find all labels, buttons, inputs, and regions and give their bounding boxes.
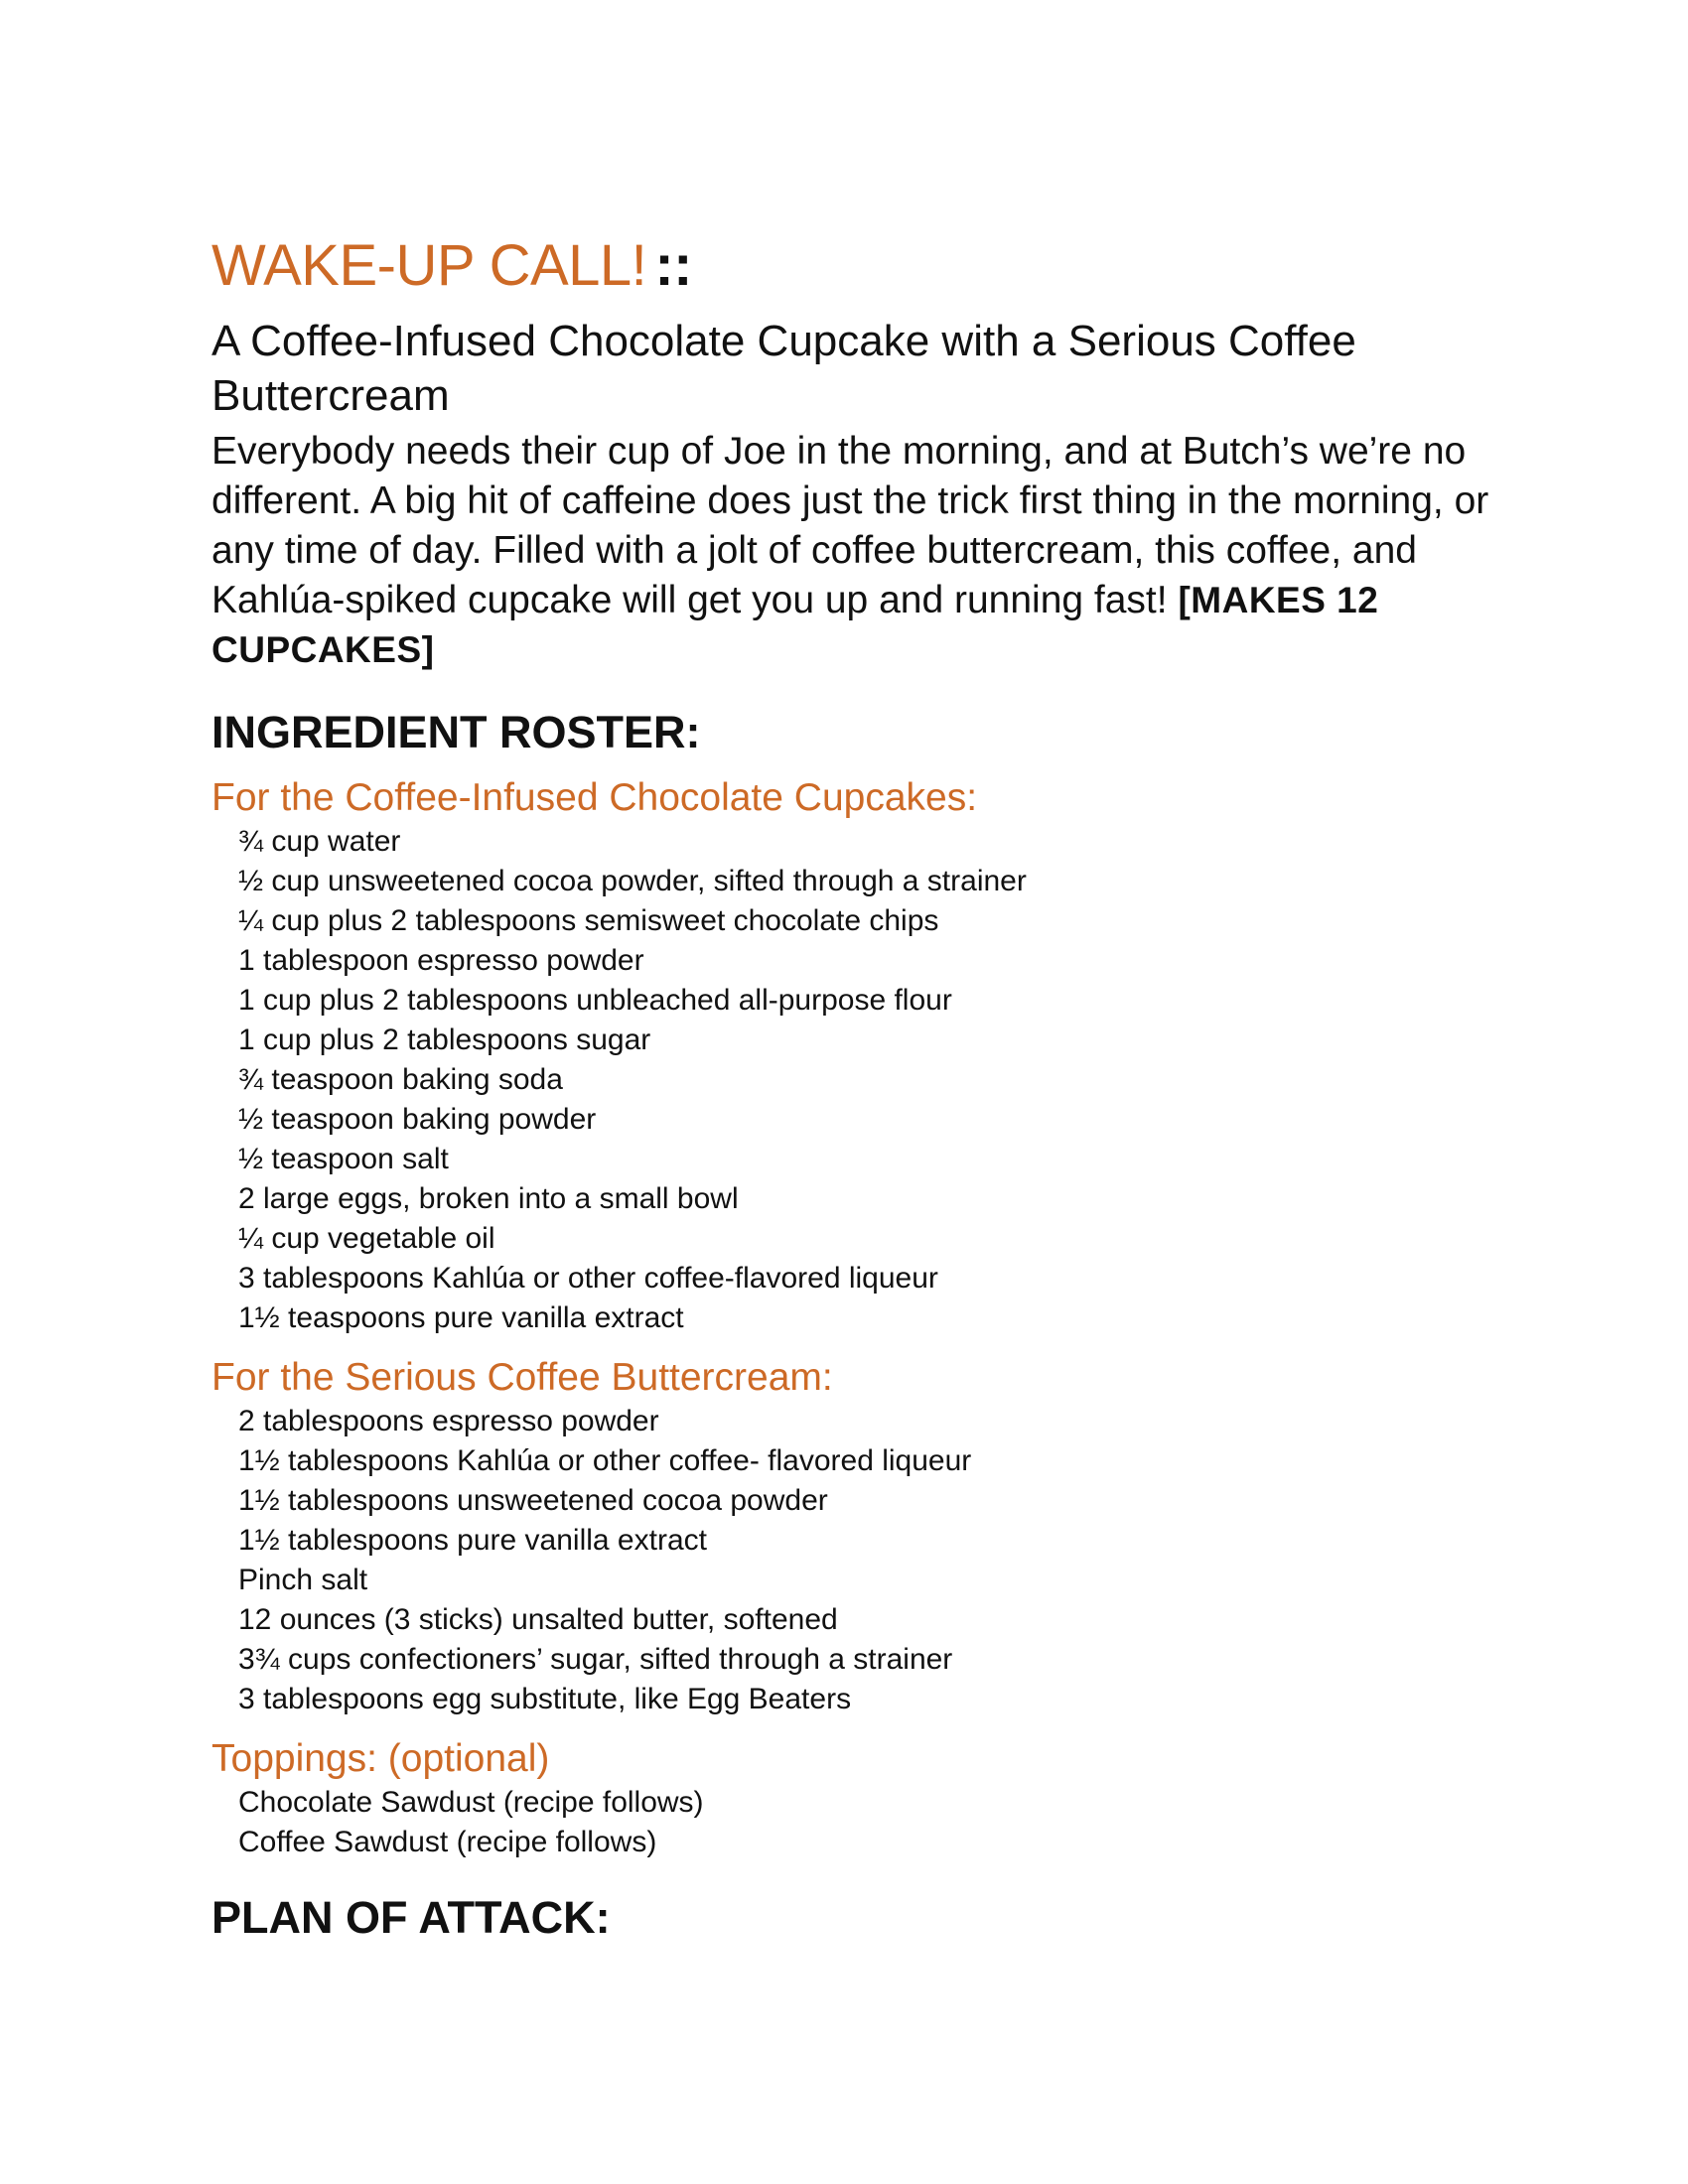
ingredient-item: 12 ounces (3 sticks) unsalted butter, softened — [238, 1603, 838, 1636]
ingredient-item: 3 tablespoons Kahlúa or other coffee-flavored liqueur — [238, 1262, 938, 1295]
ingredient-roster-heading: INGREDIENT ROSTER: — [211, 707, 701, 757]
ingredient-item: ¼ cup plus 2 tablespoons semisweet chocolate chips — [238, 904, 939, 937]
intro-paragraph — [211, 427, 1492, 675]
ingredient-item: ¾ cup water — [238, 825, 401, 858]
ingredient-item: 2 large eggs, broken into a small bowl — [238, 1182, 739, 1215]
ingredient-item: Pinch salt — [238, 1564, 368, 1596]
cupcakes-heading: For the Coffee-Infused Chocolate Cupcakes: — [211, 776, 978, 819]
buttercream-ingredient-list — [211, 1402, 1492, 1719]
ingredient-item: ¾ teaspoon baking soda — [238, 1063, 563, 1096]
cupcakes-ingredient-list — [211, 822, 1492, 1338]
ingredient-item: 1 cup plus 2 tablespoons unbleached all-purpose flour — [238, 984, 952, 1017]
ingredient-item: 3¾ cups confectioners’ sugar, sifted through a strainer — [238, 1643, 953, 1676]
ingredient-item: 1 cup plus 2 tablespoons sugar — [238, 1024, 651, 1056]
toppings-list — [211, 1783, 1492, 1862]
buttercream-heading: For the Serious Coffee Buttercream: — [211, 1356, 833, 1399]
recipe-subtitle: A Coffee-Infused Chocolate Cupcake with a Serious Coffee Buttercream — [211, 317, 1356, 420]
topping-item: Coffee Sawdust (recipe follows) — [238, 1826, 657, 1858]
ingredient-item: 1 tablespoon espresso powder — [238, 944, 644, 977]
recipe-page — [211, 230, 1492, 1946]
plan-of-attack-heading: PLAN OF ATTACK: — [211, 1892, 611, 1943]
recipe-title-text: WAKE-UP CALL! — [211, 233, 647, 298]
ingredient-item: 1½ teaspoons pure vanilla extract — [238, 1301, 684, 1334]
ingredient-item: 3 tablespoons egg substitute, like Egg Beaters — [238, 1683, 852, 1715]
ingredient-item: 1½ tablespoons unsweetened cocoa powder — [238, 1484, 828, 1517]
ingredient-item: ¼ cup vegetable oil — [238, 1222, 495, 1255]
ingredient-item: 1½ tablespoons Kahlúa or other coffee- flavored liqueur — [238, 1444, 972, 1477]
ingredient-item: 2 tablespoons espresso powder — [238, 1405, 659, 1437]
title-mark: :: — [654, 233, 692, 298]
ingredient-item: 1½ tablespoons pure vanilla extract — [238, 1524, 707, 1557]
ingredient-item: ½ teaspoon salt — [238, 1143, 449, 1175]
topping-item: Chocolate Sawdust (recipe follows) — [238, 1786, 704, 1819]
toppings-heading: Toppings: (optional) — [211, 1737, 550, 1780]
ingredient-item: ½ teaspoon baking powder — [238, 1103, 597, 1136]
yield-label: [MAKES 12 CUPCAKES] — [211, 580, 1379, 670]
recipe-title — [211, 230, 1492, 302]
intro-text: Everybody needs their cup of Joe in the morning, and at Butch’s we’re no different. A big hit of caffeine does just the trick first thing in the morning, or any time of day. Filled with a jolt of coffee buttercream, this coffee, and Kahlúa-spiked cupcake will get you up and running fast! — [211, 430, 1489, 621]
ingredient-item: ½ cup unsweetened cocoa powder, sifted through a strainer — [238, 865, 1027, 897]
